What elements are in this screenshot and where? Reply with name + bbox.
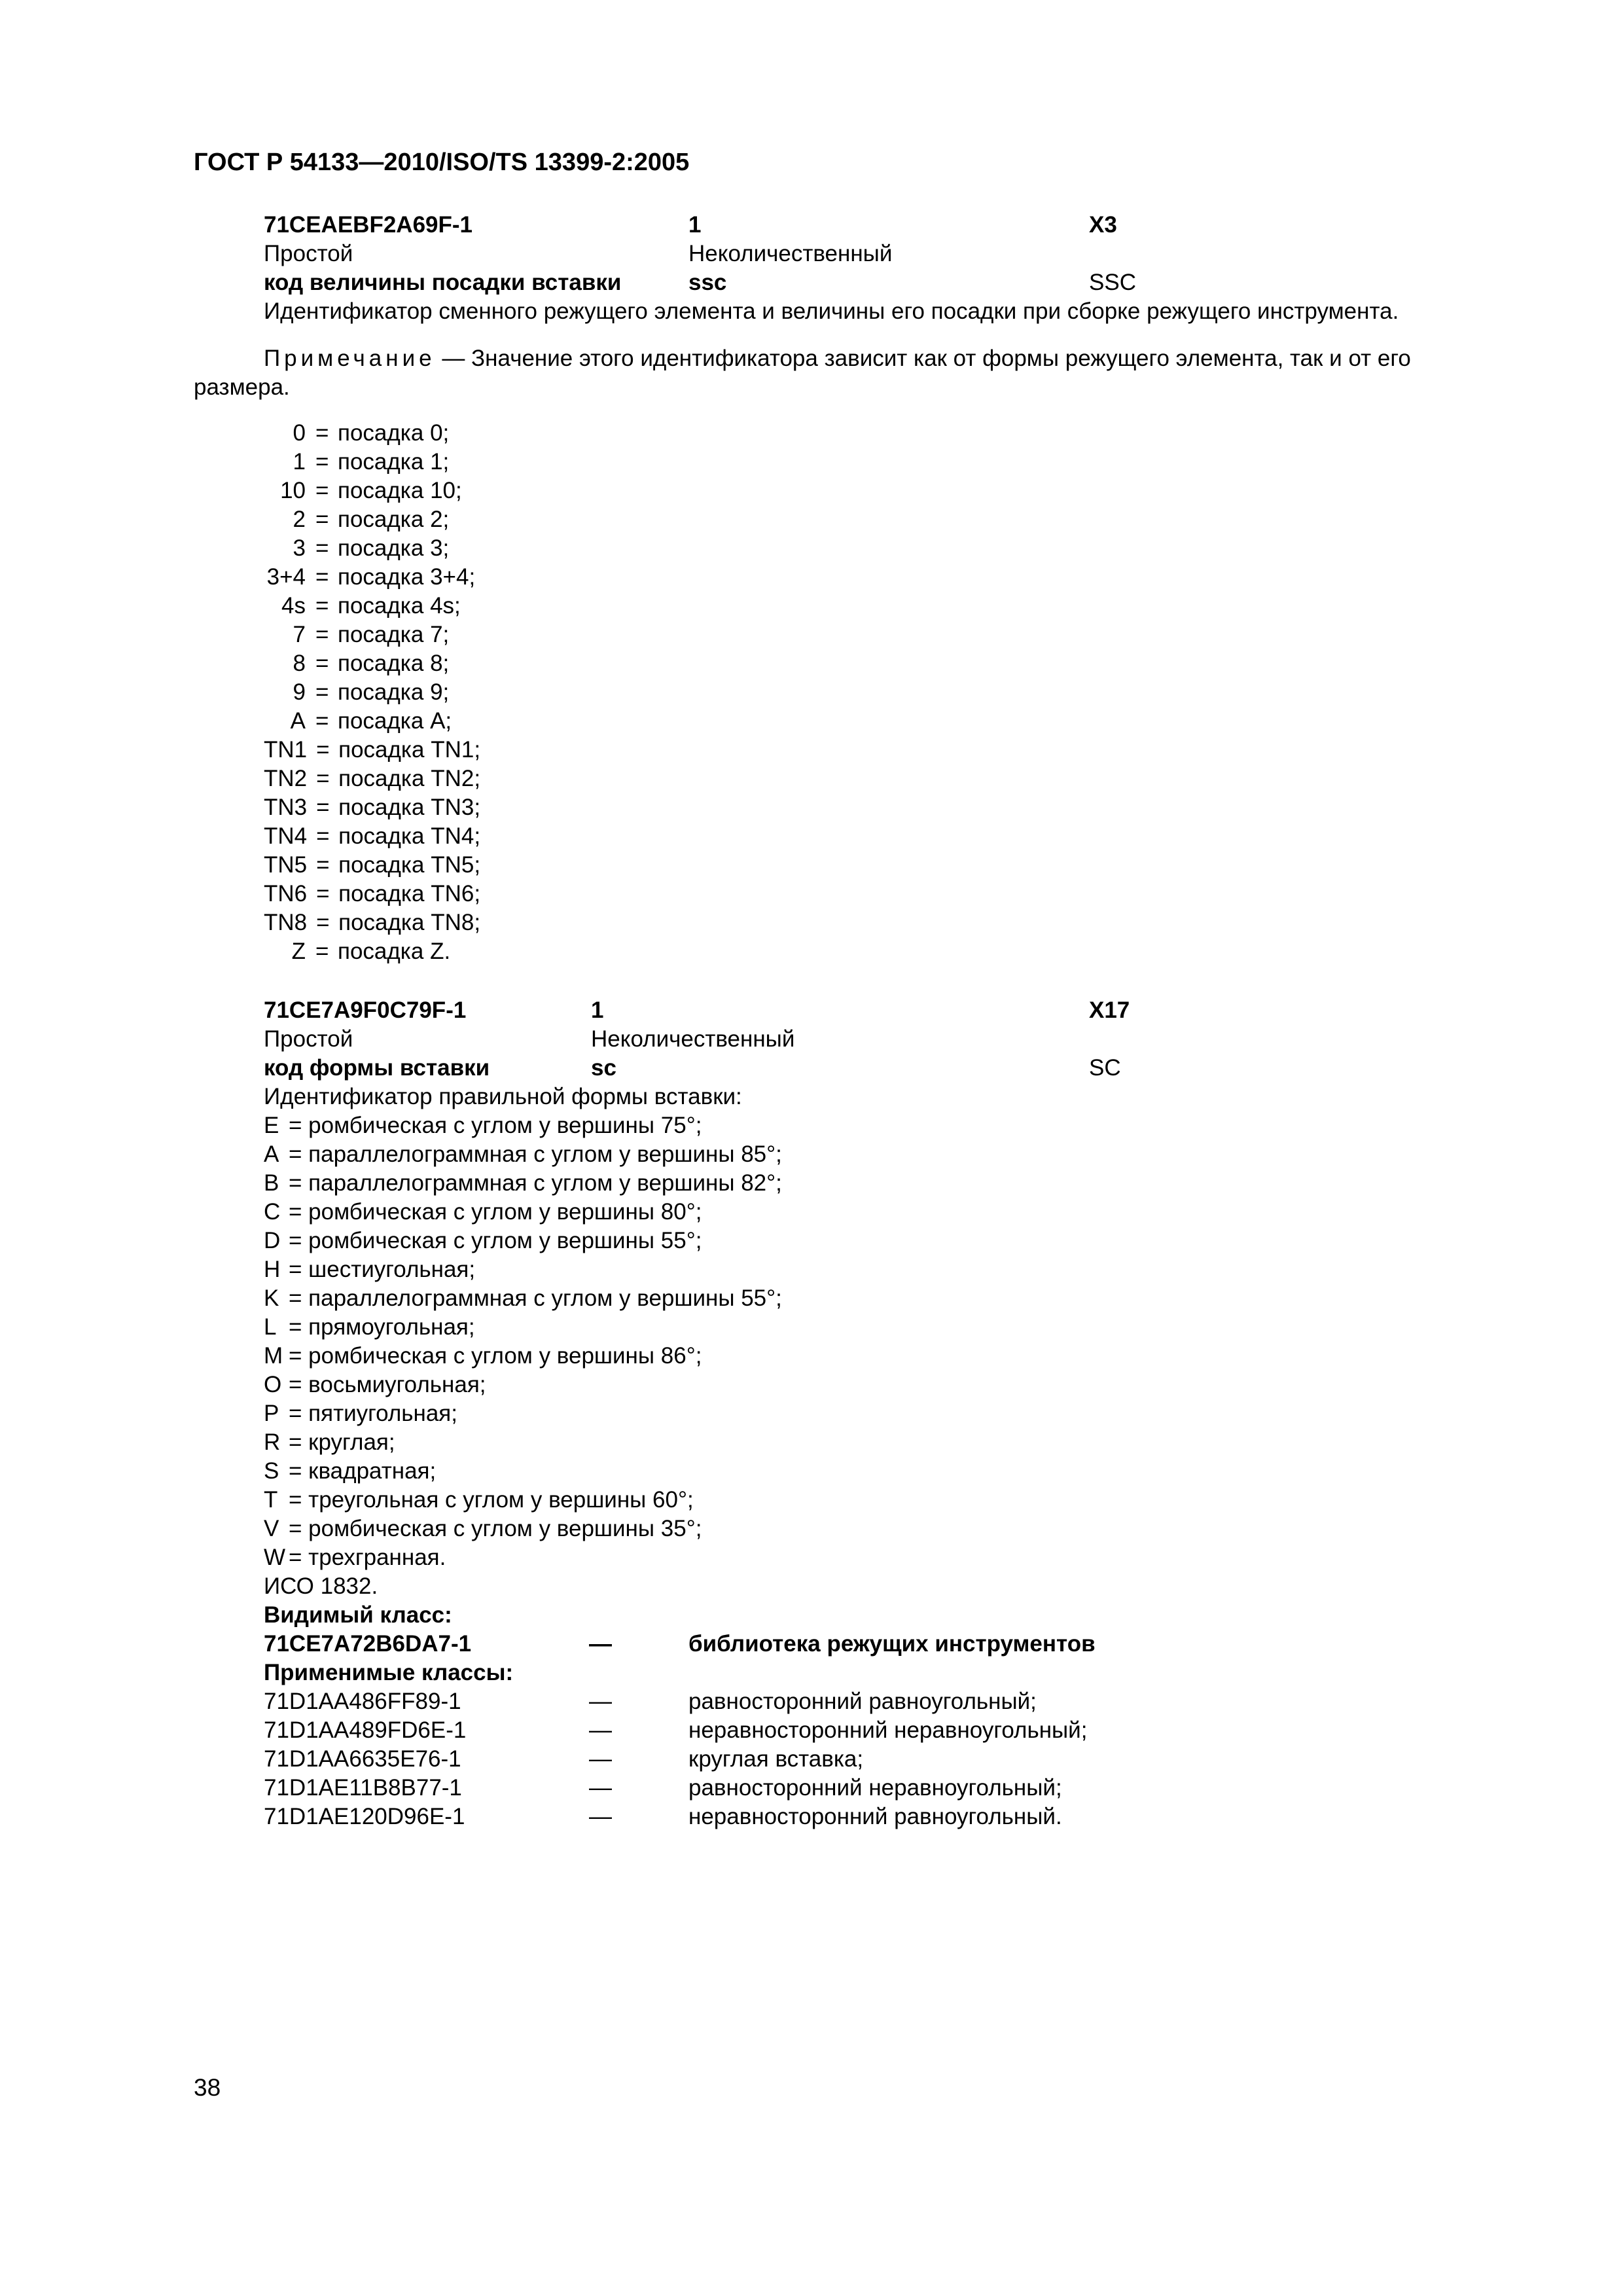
visible-class-name: библиотека режущих инструментов — [688, 1631, 1096, 1657]
value-row — [0, 822, 785, 851]
entry-1-note-cont: размера. — [194, 374, 290, 400]
value-text: посадка 10; — [338, 478, 462, 503]
shape-code: S — [264, 1458, 279, 1484]
value-text: посадка 4s; — [338, 593, 461, 619]
applicable-class-code: 71D1AE11B8B77-1 — [264, 1775, 462, 1801]
shape-row — [264, 1227, 702, 1255]
applicable-class-dash: — — [589, 1775, 612, 1801]
value-row — [0, 764, 785, 793]
shape-code: C — [264, 1199, 281, 1225]
value-text: посадка 7; — [338, 622, 450, 647]
shape-row — [264, 1313, 475, 1342]
applicable-class-code: 71D1AA6635E76-1 — [264, 1746, 461, 1772]
shape-row — [264, 1399, 457, 1428]
value-equals: = — [315, 593, 329, 619]
value-equals: = — [316, 823, 330, 849]
applicable-class-row — [0, 1745, 1309, 1774]
value-code: 10 — [280, 478, 306, 503]
value-text: посадка 0; — [338, 420, 450, 446]
value-equals: = — [315, 420, 329, 446]
value-row — [0, 649, 785, 678]
value-text: посадка 3; — [338, 535, 450, 561]
applicable-class-row — [0, 1687, 1309, 1716]
applicable-class-code: 71D1AA489FD6E-1 — [264, 1717, 467, 1743]
shape-text: = параллелограммная с углом у вершины 55°; — [289, 1285, 782, 1311]
value-text: посадка TN6; — [338, 881, 481, 906]
value-text: посадка 1; — [338, 449, 450, 475]
applicable-class-name: круглая вставка; — [688, 1746, 864, 1772]
shape-code: A — [264, 1141, 279, 1167]
value-equals: = — [316, 852, 330, 878]
value-equals: = — [315, 622, 329, 647]
shape-text: = трехгранная. — [289, 1545, 446, 1570]
visible-class-code: 71CE7A72B6DA7-1 — [264, 1631, 472, 1657]
value-equals: = — [316, 795, 330, 820]
value-row — [0, 419, 785, 448]
applicable-class-code: 71D1AA486FF89-1 — [264, 1689, 461, 1714]
value-text: посадка TN5; — [338, 852, 481, 878]
entry-2-symbol-upper: SC — [1089, 1055, 1121, 1081]
value-equals: = — [315, 507, 329, 532]
entry-1-ref: X3 — [1089, 212, 1117, 238]
entry-2-definition: Идентификатор правильной формы вставки: — [264, 1084, 742, 1109]
applicable-class-dash: — — [589, 1746, 612, 1772]
value-equals: = — [316, 737, 330, 762]
value-code: TN1 — [264, 737, 308, 762]
shape-text: = параллелограммная с углом у вершины 82°; — [289, 1170, 782, 1196]
value-row — [0, 534, 785, 563]
value-row — [0, 793, 785, 822]
visible-class-label: Видимый класс: — [264, 1602, 452, 1628]
value-code: TN2 — [264, 766, 308, 791]
entry-2-name: код формы вставки — [264, 1055, 490, 1081]
shape-text: = ромбическая с углом у вершины 55°; — [289, 1228, 702, 1253]
value-row — [0, 448, 785, 476]
value-code: Z — [291, 939, 306, 964]
entry-2-type: Простой — [264, 1026, 353, 1052]
value-text: посадка TN4; — [338, 823, 481, 849]
value-row — [0, 678, 785, 707]
shape-row — [264, 1198, 702, 1227]
entry-1-name: код величины посадки вставки — [264, 270, 622, 295]
value-code: 3 — [293, 535, 306, 561]
shape-code: R — [264, 1429, 281, 1455]
shape-row — [264, 1255, 475, 1284]
value-code: 0 — [293, 420, 306, 446]
shape-text: = ромбическая с углом у вершины 80°; — [289, 1199, 702, 1225]
shape-text: = прямоугольная; — [289, 1314, 475, 1340]
value-equals: = — [315, 478, 329, 503]
value-text: посадка 8; — [338, 651, 450, 676]
value-text: посадка Z. — [338, 939, 451, 964]
value-code: TN6 — [264, 881, 308, 906]
value-code: 3+4 — [266, 564, 306, 590]
value-equals: = — [315, 651, 329, 676]
shape-code: V — [264, 1516, 279, 1541]
value-row — [0, 476, 785, 505]
value-code: 1 — [293, 449, 306, 475]
applicable-class-code: 71D1AE120D96E-1 — [264, 1804, 465, 1829]
shape-row — [264, 1428, 395, 1457]
value-code: TN4 — [264, 823, 308, 849]
note-label: Примечание — [264, 346, 436, 371]
applicable-classes-label: Применимые классы: — [264, 1660, 514, 1685]
applicable-class-name: равносторонний равноугольный; — [688, 1689, 1037, 1714]
shape-text: = ромбическая с углом у вершины 86°; — [289, 1343, 702, 1369]
shape-text: = восьмиугольная; — [289, 1372, 486, 1397]
applicable-class-dash: — — [589, 1689, 612, 1714]
value-equals: = — [316, 766, 330, 791]
value-code: 8 — [293, 651, 306, 676]
value-row — [0, 937, 785, 966]
shape-code: L — [264, 1314, 277, 1340]
applicable-class-row — [0, 1716, 1309, 1745]
value-equals: = — [315, 679, 329, 705]
page-title: ГОСТ Р 54133—2010/ISO/TS 13399-2:2005 — [194, 149, 690, 176]
shape-row — [264, 1342, 702, 1371]
entry-2-symbol: sc — [591, 1055, 616, 1081]
note-text: — Значение этого идентификатора зависит как от формы режущего элемента, так и от его — [435, 346, 1411, 371]
shape-code: K — [264, 1285, 279, 1311]
shape-text: = ромбическая с углом у вершины 35°; — [289, 1516, 702, 1541]
value-code: TN3 — [264, 795, 308, 820]
entry-1-note — [264, 344, 1411, 373]
value-equals: = — [315, 535, 329, 561]
value-text: посадка TN3; — [338, 795, 481, 820]
applicable-class-name: равносторонний неравноугольный; — [688, 1775, 1062, 1801]
value-row — [0, 736, 785, 764]
value-text: посадка 3+4; — [338, 564, 476, 590]
shape-row — [264, 1111, 702, 1140]
entry-2-quantity: Неколичественный — [591, 1026, 795, 1052]
shape-code: O — [264, 1372, 282, 1397]
value-code: A — [290, 708, 306, 734]
entry-1-quantity: Неколичественный — [688, 241, 893, 266]
entry-2-ref: X17 — [1089, 997, 1130, 1023]
value-code: 9 — [293, 679, 306, 705]
value-code: 4s — [281, 593, 306, 619]
visible-class-dash: — — [589, 1631, 612, 1657]
value-equals: = — [316, 881, 330, 906]
applicable-class-row — [0, 1774, 1309, 1803]
value-code: 2 — [293, 507, 306, 532]
applicable-class-dash: — — [589, 1717, 612, 1743]
shape-row — [264, 1486, 694, 1515]
shape-code: T — [264, 1487, 278, 1513]
shape-text: = треугольная с углом у вершины 60°; — [289, 1487, 694, 1513]
shape-row — [264, 1284, 782, 1313]
shape-row — [264, 1457, 436, 1486]
shape-text: = круглая; — [289, 1429, 395, 1455]
shape-code: E — [264, 1113, 279, 1138]
value-text: посадка TN8; — [338, 910, 481, 935]
shape-text: = квадратная; — [289, 1458, 437, 1484]
applicable-class-row — [0, 1803, 1309, 1831]
shape-row — [264, 1169, 782, 1198]
value-equals: = — [315, 939, 329, 964]
entry-1-symbol-upper: SSC — [1089, 270, 1136, 295]
shape-text: = ромбическая с углом у вершины 75°; — [289, 1113, 702, 1138]
value-code: TN5 — [264, 852, 308, 878]
shape-text: = шестиугольная; — [289, 1257, 476, 1282]
value-text: посадка 9; — [338, 679, 450, 705]
value-equals: = — [315, 708, 329, 734]
value-row — [0, 505, 785, 534]
entry-1-version: 1 — [688, 212, 702, 238]
value-row — [0, 563, 785, 592]
value-text: посадка TN1; — [338, 737, 481, 762]
value-text: посадка A; — [338, 708, 452, 734]
entry-2-code: 71CE7A9F0C79F-1 — [264, 997, 467, 1023]
value-text: посадка TN2; — [338, 766, 481, 791]
value-row — [0, 620, 785, 649]
shape-text: = параллелограммная с углом у вершины 85°; — [289, 1141, 782, 1167]
entry-1-type: Простой — [264, 241, 353, 266]
value-equals: = — [316, 910, 330, 935]
shape-code: P — [264, 1401, 279, 1426]
value-row — [0, 707, 785, 736]
shape-code: W — [264, 1545, 286, 1570]
applicable-class-dash: — — [589, 1804, 612, 1829]
shape-row — [264, 1371, 486, 1399]
value-row — [0, 851, 785, 880]
value-code: TN8 — [264, 910, 308, 935]
entry-1-symbol: ssc — [688, 270, 727, 295]
value-equals: = — [315, 564, 329, 590]
applicable-class-name: неравносторонний равноугольный. — [688, 1804, 1062, 1829]
shape-row — [264, 1515, 702, 1543]
shape-text: = пятиугольная; — [289, 1401, 457, 1426]
value-equals: = — [315, 449, 329, 475]
shape-code: B — [264, 1170, 279, 1196]
page-number: 38 — [194, 2074, 221, 2101]
shape-code: M — [264, 1343, 283, 1369]
shape-row — [264, 1543, 446, 1572]
shape-code: H — [264, 1257, 281, 1282]
value-row — [0, 880, 785, 908]
applicable-class-name: неравносторонний неравноугольный; — [688, 1717, 1088, 1743]
entry-2-version: 1 — [591, 997, 604, 1023]
entry-1-definition: Идентификатор сменного режущего элемента и величины его посадки при сборке режущего инструмента. — [264, 298, 1399, 324]
entry-2-source: ИСО 1832. — [264, 1573, 378, 1599]
value-row — [0, 908, 785, 937]
shape-code: D — [264, 1228, 281, 1253]
value-text: посадка 2; — [338, 507, 450, 532]
entry-1-code: 71CEAEBF2A69F-1 — [264, 212, 473, 238]
value-row — [0, 592, 785, 620]
value-code: 7 — [293, 622, 306, 647]
shape-row — [264, 1140, 782, 1169]
